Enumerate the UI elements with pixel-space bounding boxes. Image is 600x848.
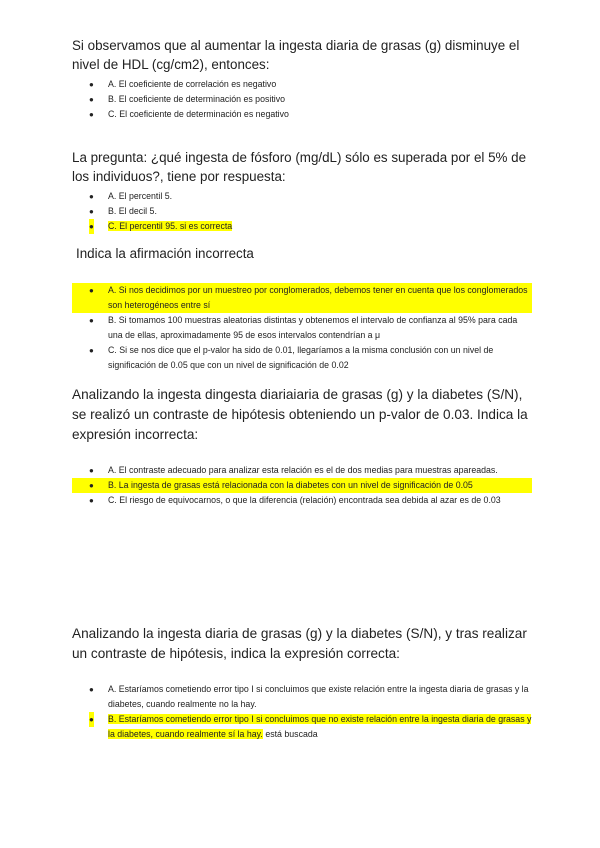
bullet-icon: ● [89, 110, 94, 119]
question-4-options [72, 463, 532, 508]
list-item-highlighted: ● C. El percentil 95. si es correcta [72, 219, 532, 234]
question-2 [72, 148, 532, 234]
bullet-icon: ● [89, 316, 94, 325]
trailing-note: está buscada [265, 729, 318, 739]
question-2-options [72, 189, 532, 234]
list-item: ● C. El riesgo de equivocarnos, o que la diferencia (relación) encontrada sea debida al azar es de 0.03 [72, 493, 532, 508]
bullet-icon: ● [89, 496, 94, 505]
bullet-icon: ● [89, 346, 94, 355]
list-item: ● B. El decil 5. [72, 204, 532, 219]
question-3-options [72, 283, 532, 373]
list-item: ● A. El percentil 5. [72, 189, 532, 204]
bullet-icon: ● [89, 712, 94, 727]
list-item: ● C. Si se nos dice que el p-valor ha sido de 0.01, llegaríamos a la misma conclusión con un nivel de significación de 0.05 que con un nivel de significación de 0.02 [89, 345, 494, 370]
list-item-highlighted: ● B. Estaríamos cometiendo error tipo I si concluimos que no existe relación entre la ingesta diaria de grasas y la diabetes, cuando realmente sí la hay. está buscada [89, 714, 532, 739]
bullet-icon: ● [89, 481, 94, 490]
question-4 [72, 385, 532, 508]
question-4-title: Analizando la ingesta dingesta diariaiaria de grasas (g) y la diabetes (S/N), se realizó un contraste de hipótesis obteniendo un p-valor de 0.03. Indica la expresión incorrecta: [72, 387, 528, 442]
list-item: ● A. El coeficiente de correlación es negativo [72, 77, 532, 92]
question-3-body [72, 283, 532, 373]
list-item: ● B. Si tomamos 100 muestras aleatorias distintas y obtenemos el intervalo de confianza al 95% para cada una de ellas, aproximadamente 95 de esos intervalos contendrían a μ [89, 315, 518, 340]
bullet-icon: ● [89, 466, 94, 475]
bullet-icon: ● [89, 192, 94, 201]
question-5-title: Analizando la ingesta diaria de grasas (g) y la diabetes (S/N), y tras realizar un contraste de hipótesis, indica la expresión correcta: [72, 626, 527, 661]
question-3 [76, 244, 536, 263]
bullet-icon: ● [89, 286, 94, 295]
list-item: ● A. El contraste adecuado para analizar esta relación es el de dos medias para muestras apareadas. [72, 463, 532, 478]
question-1 [72, 36, 532, 122]
list-item-highlighted: ● B. La ingesta de grasas está relacionada con la diabetes con un nivel de significación de 0.05 [72, 478, 532, 493]
list-item: ● B. El coeficiente de determinación es positivo [72, 92, 532, 107]
bullet-icon: ● [89, 95, 94, 104]
bullet-icon: ● [89, 207, 94, 216]
bullet-icon: ● [89, 80, 94, 89]
question-1-title: Si observamos que al aumentar la ingesta diaria de grasas (g) disminuye el nivel de HDL (cg/cm2), entonces: [72, 38, 520, 72]
question-3-title: Indica la afirmación incorrecta [76, 246, 254, 261]
question-1-options [72, 77, 532, 122]
bullet-icon: ● [89, 219, 94, 234]
bullet-icon: ● [89, 685, 94, 694]
question-5-options [72, 682, 532, 742]
question-2-title: La pregunta: ¿qué ingesta de fósforo (mg/dL) sólo es superada por el 5% de los individuos?, tiene por respuesta: [72, 150, 527, 184]
list-item: ● A. Estaríamos cometiendo error tipo I si concluimos que existe relación entre la ingesta diaria de grasas y la diabetes, cuando realmente no la hay. [89, 684, 529, 709]
question-5 [72, 624, 532, 742]
list-item-highlighted: ● A. Si nos decidimos por un muestreo por conglomerados, debemos tener en cuenta que los conglomerados son heterogéneos entre sí [72, 283, 532, 313]
list-item: ● C. El coeficiente de determinación es negativo [72, 107, 532, 122]
